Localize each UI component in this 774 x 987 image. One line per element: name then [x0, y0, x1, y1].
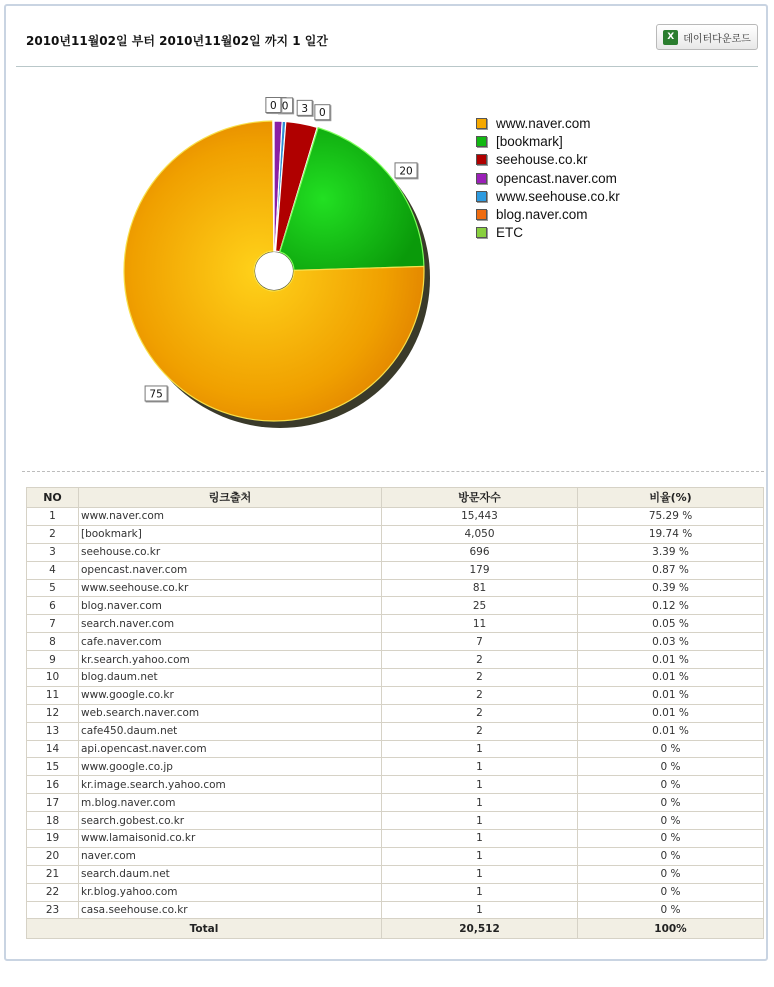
row-ratio: 0 %: [578, 830, 764, 848]
row-visitors: 1: [382, 847, 578, 865]
row-ratio: 0.39 %: [578, 579, 764, 597]
row-no: 21: [27, 865, 79, 883]
row-ratio: 0.01 %: [578, 669, 764, 687]
row-visitors: 1: [382, 901, 578, 919]
row-ratio: 0 %: [578, 865, 764, 883]
total-label: Total: [27, 919, 382, 939]
total-row: [27, 919, 764, 939]
row-source: www.google.co.jp: [79, 758, 382, 776]
table-row: [27, 812, 764, 830]
legend-label: ETC: [496, 225, 523, 241]
chart-area: [6, 66, 774, 466]
stats-panel: [4, 4, 768, 961]
row-source: cafe.naver.com: [79, 633, 382, 651]
row-ratio: 0 %: [578, 901, 764, 919]
row-source: naver.com: [79, 847, 382, 865]
row-visitors: 1: [382, 883, 578, 901]
table-row: [27, 597, 764, 615]
slice-label: [145, 386, 167, 401]
col-header-source: 링크출처: [79, 488, 382, 508]
row-source: www.seehouse.co.kr: [79, 579, 382, 597]
table-row: [27, 901, 764, 919]
data-download-button[interactable]: [656, 24, 758, 50]
row-ratio: 0.01 %: [578, 704, 764, 722]
table-row: [27, 651, 764, 669]
row-source: api.opencast.naver.com: [79, 740, 382, 758]
row-visitors: 1: [382, 758, 578, 776]
legend-label: www.naver.com: [496, 115, 591, 131]
row-source: seehouse.co.kr: [79, 543, 382, 561]
row-no: 4: [27, 561, 79, 579]
row-no: 2: [27, 525, 79, 543]
row-ratio: 0 %: [578, 740, 764, 758]
row-visitors: 1: [382, 740, 578, 758]
row-ratio: 0.12 %: [578, 597, 764, 615]
data-download-label: 데이터다운로드: [683, 33, 751, 45]
legend-item: [476, 151, 620, 169]
row-no: 16: [27, 776, 79, 794]
legend-label: [bookmark]: [496, 133, 563, 149]
row-source: search.naver.com: [79, 615, 382, 633]
row-visitors: 2: [382, 704, 578, 722]
row-visitors: 2: [382, 651, 578, 669]
slice-label-text: 0: [319, 107, 326, 120]
row-no: 1: [27, 508, 79, 526]
legend-swatch: [476, 191, 487, 202]
table-row: [27, 615, 764, 633]
table-row: [27, 508, 764, 526]
row-ratio: 3.39 %: [578, 543, 764, 561]
row-source: web.search.naver.com: [79, 704, 382, 722]
row-visitors: 7: [382, 633, 578, 651]
row-source: blog.daum.net: [79, 669, 382, 687]
legend-swatch: [476, 118, 487, 129]
pie-slices: [124, 121, 424, 421]
row-no: 20: [27, 847, 79, 865]
slice-label: [395, 163, 417, 178]
row-no: 7: [27, 615, 79, 633]
row-no: 23: [27, 901, 79, 919]
col-header-visitors: 방문자수: [382, 488, 578, 508]
row-source: www.lamaisonid.co.kr: [79, 830, 382, 848]
row-source: kr.image.search.yahoo.com: [79, 776, 382, 794]
row-ratio: 0.01 %: [578, 651, 764, 669]
row-ratio: 0.01 %: [578, 686, 764, 704]
row-source: search.daum.net: [79, 865, 382, 883]
referrer-table: [26, 487, 764, 939]
row-no: 19: [27, 830, 79, 848]
legend-swatch: [476, 136, 487, 147]
row-ratio: 0.03 %: [578, 633, 764, 651]
total-visitors: 20,512: [382, 919, 578, 939]
row-no: 10: [27, 669, 79, 687]
row-no: 8: [27, 633, 79, 651]
legend-item: [476, 114, 620, 132]
total-ratio: 100%: [578, 919, 764, 939]
row-visitors: 11: [382, 615, 578, 633]
row-visitors: 1: [382, 865, 578, 883]
legend-item: [476, 187, 620, 205]
row-ratio: 0 %: [578, 794, 764, 812]
row-source: m.blog.naver.com: [79, 794, 382, 812]
row-visitors: 4,050: [382, 525, 578, 543]
row-source: search.gobest.co.kr: [79, 812, 382, 830]
row-ratio: 0.05 %: [578, 615, 764, 633]
row-visitors: 1: [382, 830, 578, 848]
row-visitors: 696: [382, 543, 578, 561]
divider: [22, 471, 764, 472]
row-no: 12: [27, 704, 79, 722]
row-source: www.google.co.kr: [79, 686, 382, 704]
legend-swatch: [476, 209, 487, 220]
row-source: blog.naver.com: [79, 597, 382, 615]
table-row: [27, 669, 764, 687]
row-visitors: 1: [382, 794, 578, 812]
row-no: 5: [27, 579, 79, 597]
row-ratio: 0 %: [578, 758, 764, 776]
table-row: [27, 686, 764, 704]
table-row: [27, 579, 764, 597]
slice-label-text: 0: [281, 100, 289, 113]
table-row: [27, 633, 764, 651]
legend-swatch: [476, 173, 487, 184]
donut-hole: [255, 252, 293, 290]
table-row: [27, 740, 764, 758]
row-visitors: 15,443: [382, 508, 578, 526]
table-row: [27, 525, 764, 543]
excel-icon: X: [663, 30, 678, 45]
slice-label: [297, 100, 312, 115]
table-row: [27, 776, 764, 794]
slice-label: [266, 98, 281, 113]
row-no: 18: [27, 812, 79, 830]
table-row: [27, 883, 764, 901]
pie-chart: [6, 66, 466, 466]
row-source: kr.search.yahoo.com: [79, 651, 382, 669]
table-row: [27, 847, 764, 865]
row-source: opencast.naver.com: [79, 561, 382, 579]
row-no: 9: [27, 651, 79, 669]
legend-item: [476, 132, 620, 150]
table-row: [27, 561, 764, 579]
legend-label: blog.naver.com: [496, 207, 588, 223]
row-visitors: 2: [382, 669, 578, 687]
legend-swatch: [476, 154, 487, 165]
row-ratio: 0 %: [578, 847, 764, 865]
legend-label: seehouse.co.kr: [496, 152, 588, 168]
row-ratio: 0.87 %: [578, 561, 764, 579]
row-ratio: 19.74 %: [578, 525, 764, 543]
table-row: [27, 794, 764, 812]
row-visitors: 25: [382, 597, 578, 615]
row-visitors: 179: [382, 561, 578, 579]
legend-label: www.seehouse.co.kr: [496, 188, 620, 204]
row-visitors: 2: [382, 686, 578, 704]
col-header-ratio: 비율(%): [578, 488, 764, 508]
slice-label-text: 75: [149, 388, 163, 401]
period-text: 2010년11월02일 부터 2010년11월02일 까지 1 일간: [26, 34, 328, 48]
legend-label: opencast.naver.com: [496, 170, 617, 186]
legend-item: [476, 224, 620, 242]
report-header: [16, 20, 758, 67]
row-visitors: 1: [382, 812, 578, 830]
row-ratio: 0 %: [578, 883, 764, 901]
row-no: 6: [27, 597, 79, 615]
row-source: www.naver.com: [79, 508, 382, 526]
row-source: [bookmark]: [79, 525, 382, 543]
row-ratio: 75.29 %: [578, 508, 764, 526]
table-row: [27, 722, 764, 740]
row-visitors: 2: [382, 722, 578, 740]
slice-label-text: 0: [270, 100, 277, 113]
row-ratio: 0 %: [578, 812, 764, 830]
row-source: casa.seehouse.co.kr: [79, 901, 382, 919]
table-row: [27, 543, 764, 561]
legend-swatch: [476, 227, 487, 238]
legend-item: [476, 205, 620, 223]
row-no: 17: [27, 794, 79, 812]
row-visitors: 1: [382, 776, 578, 794]
row-no: 15: [27, 758, 79, 776]
table-row: [27, 704, 764, 722]
row-source: kr.blog.yahoo.com: [79, 883, 382, 901]
row-ratio: 0 %: [578, 776, 764, 794]
row-no: 11: [27, 686, 79, 704]
row-source: cafe450.daum.net: [79, 722, 382, 740]
table-row: [27, 758, 764, 776]
col-header-no: NO: [27, 488, 79, 508]
chart-legend: [476, 114, 620, 242]
slice-label-text: 3: [301, 102, 309, 115]
table-row: [27, 830, 764, 848]
row-ratio: 0.01 %: [578, 722, 764, 740]
row-no: 3: [27, 543, 79, 561]
slice-label-text: 20: [399, 165, 413, 178]
table-row: [27, 865, 764, 883]
row-visitors: 81: [382, 579, 578, 597]
table-header-row: [27, 488, 764, 508]
table-body: [27, 508, 764, 919]
row-no: 13: [27, 722, 79, 740]
row-no: 14: [27, 740, 79, 758]
slice-label: [315, 105, 330, 120]
row-no: 22: [27, 883, 79, 901]
legend-item: [476, 169, 620, 187]
